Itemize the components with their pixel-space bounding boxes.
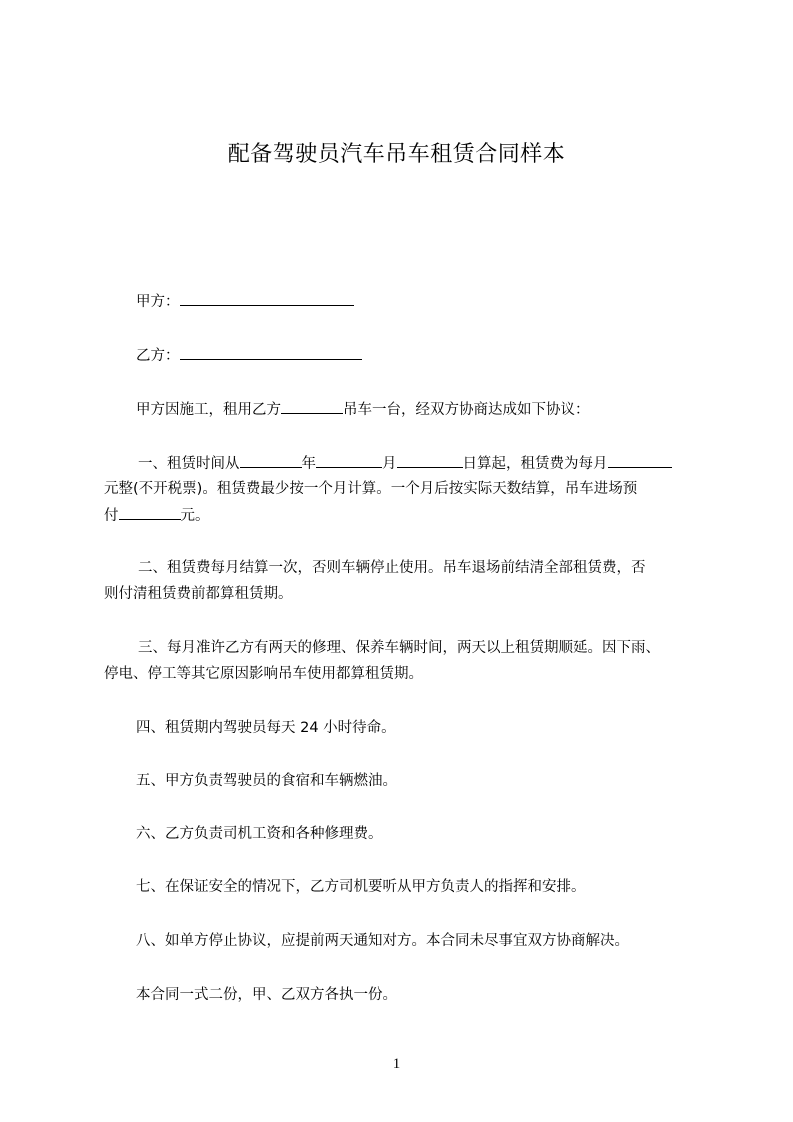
year-label: 年	[301, 456, 316, 472]
clause-3-line-1: 三、每月准许乙方有两天的修理、保养车辆时间，两天以上租赁期顺延。因下雨、	[138, 640, 660, 656]
clause-1-line-2: 元整(不开税票)。租赁费最少按一个月计算。一个月后按实际天数结算，吊车进场预	[104, 481, 638, 497]
clause-2-line-1: 二、租赁费每月结算一次，否则车辆停止使用。吊车退场前结清全部租赁费，否	[138, 560, 646, 576]
party-a-blank	[180, 291, 354, 306]
clause-3-line-2: 停电、停工等其它原因影响吊车使用都算租赁期。	[104, 666, 423, 682]
party-a-line	[136, 291, 354, 312]
intro-pre: 甲方因施工，租用乙方	[136, 402, 281, 418]
month-blank	[316, 453, 382, 468]
clause-4: 四、租赁期内驾驶员每天 24 小时待命。	[136, 720, 396, 736]
year-blank	[240, 453, 302, 468]
crane-owner-blank	[281, 399, 343, 414]
clause-6: 六、乙方负责司机工资和各种修理费。	[136, 826, 383, 842]
closing-statement: 本合同一式二份，甲、乙双方各执一份。	[136, 987, 397, 1003]
clause-1-start: 一、租赁时间从	[138, 456, 240, 472]
page-number: 1	[392, 1056, 401, 1072]
document-title: 配备驾驶员汽车吊车租赁合同样本	[227, 142, 566, 167]
clause-2-line-2: 则付清租赁费前都算租赁期。	[104, 586, 293, 602]
clause-8: 八、如单方停止协议，应提前两天通知对方。本合同未尽事宜双方协商解决。	[136, 933, 629, 949]
monthly-fee-blank	[608, 453, 672, 468]
prepay-unit: 元。	[180, 508, 210, 524]
clause-1-line-3	[104, 505, 210, 526]
intro-line	[136, 399, 590, 420]
clause-1-line-1	[138, 453, 672, 474]
day-and-fee-text: 日算起，租赁费为每月	[462, 456, 608, 472]
clause-7: 七、在保证安全的情况下，乙方司机要听从甲方负责人的指挥和安排。	[136, 879, 586, 895]
prepay-blank	[119, 505, 181, 520]
party-b-blank	[180, 345, 362, 360]
party-b-label: 乙方：	[136, 348, 180, 364]
intro-post: 吊车一台，经双方协商达成如下协议：	[343, 402, 590, 418]
month-label: 月	[382, 456, 397, 472]
party-b-line	[136, 345, 362, 366]
party-a-label: 甲方：	[136, 294, 180, 310]
clause-5: 五、甲方负责驾驶员的食宿和车辆燃油。	[136, 773, 397, 789]
day-blank	[397, 453, 463, 468]
prepay-label: 付	[104, 508, 119, 524]
